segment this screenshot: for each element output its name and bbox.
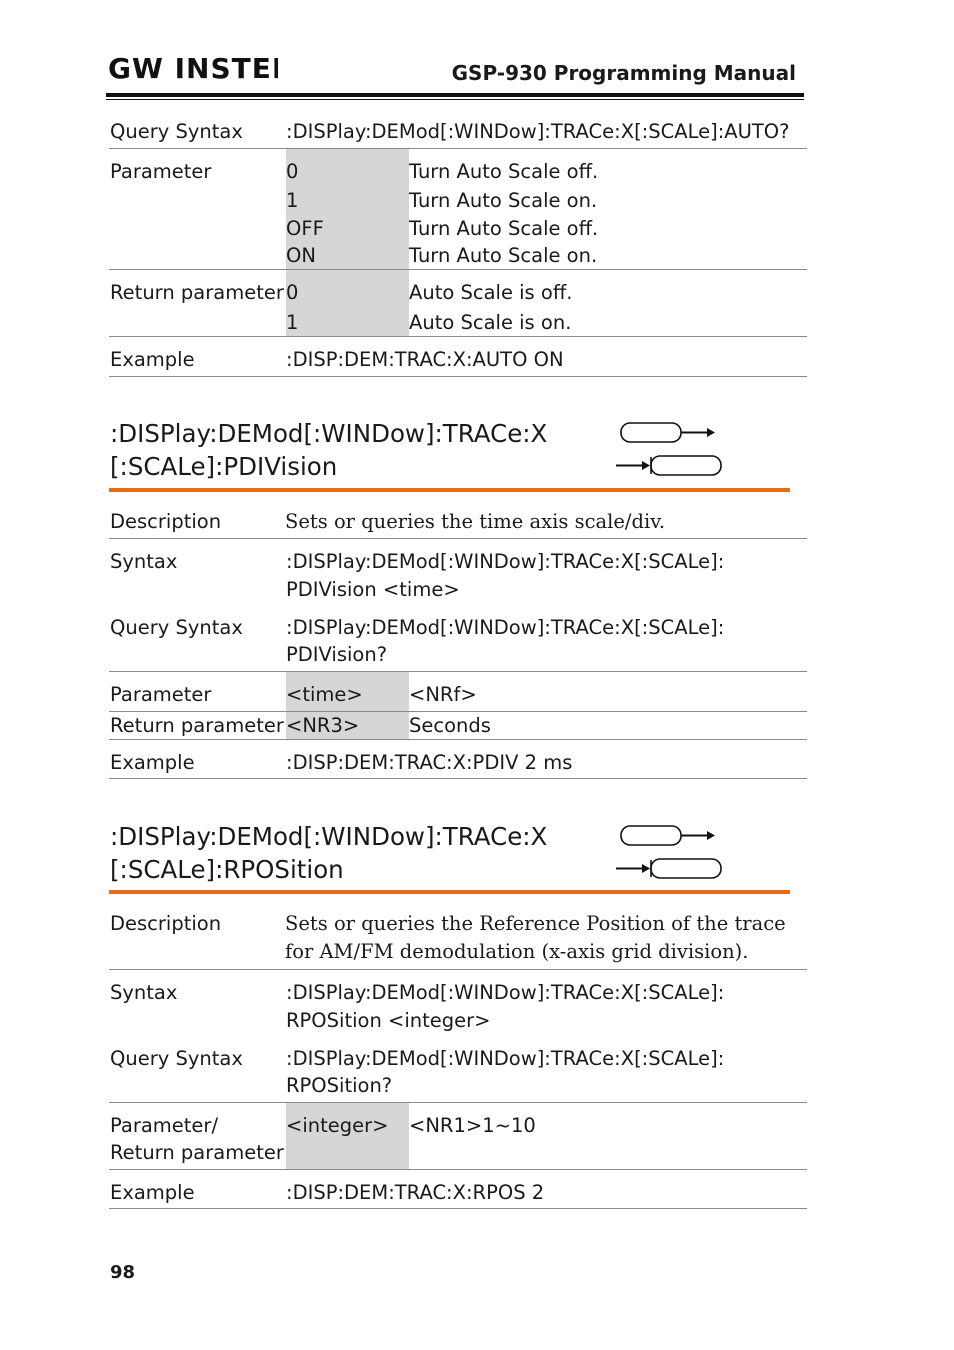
section-rule [109, 488, 790, 492]
page-number: 98 [110, 1262, 136, 1283]
parameter-desc: Turn Auto Scale off. [409, 160, 599, 183]
description-line2: for AM/FM demodulation (x-axis grid division). [285, 940, 749, 963]
query-syntax-label: Query Syntax [110, 120, 243, 143]
return-parameter-label: Return parameter [110, 714, 284, 737]
logo-text: GW INSTEK [108, 54, 278, 82]
parameter-return-label-line2: Return parameter [110, 1141, 284, 1164]
row-divider [109, 778, 807, 779]
return-value: 1 [286, 311, 299, 334]
row-divider [109, 739, 807, 740]
parameter-value: 1 [286, 189, 299, 212]
query-syntax-line2: PDIVision? [286, 643, 388, 666]
example-label: Example [110, 751, 195, 774]
query-syntax-line2: RPOSition? [286, 1074, 393, 1097]
syntax-line2: PDIVision <time> [286, 578, 460, 601]
row-divider [109, 148, 807, 149]
gw-instek-logo [108, 54, 278, 86]
return-desc: Seconds [409, 714, 491, 737]
query-syntax-value: :DISPlay:DEMod[:WINDow]:TRACe:X[:SCALe]:AUTO? [286, 120, 790, 143]
query-syntax-line1: :DISPlay:DEMod[:WINDow]:TRACe:X[:SCALe]: [286, 616, 725, 639]
row-divider [109, 1169, 807, 1170]
syntax-label: Syntax [110, 550, 178, 573]
query-syntax-label: Query Syntax [110, 1047, 243, 1070]
row-divider [109, 671, 807, 672]
syntax-line1: :DISPlay:DEMod[:WINDow]:TRACe:X[:SCALe]: [286, 550, 725, 573]
parameter-desc: Turn Auto Scale off. [409, 217, 599, 240]
row-divider [109, 1208, 807, 1209]
description-line1: Sets or queries the Reference Position of the trace [285, 912, 786, 935]
syntax-line1: :DISPlay:DEMod[:WINDow]:TRACe:X[:SCALe]: [286, 981, 725, 1004]
description-text: Sets or queries the time axis scale/div. [285, 510, 666, 533]
example-label: Example [110, 1181, 195, 1204]
section-title-rposition-line1: :DISPlay:DEMod[:WINDow]:TRACe:X [110, 822, 548, 851]
return-value: <NR3> [286, 714, 360, 737]
parameter-label: Parameter [110, 683, 212, 706]
parameter-value: 0 [286, 160, 299, 183]
return-shade [286, 270, 409, 336]
section-rule [109, 890, 790, 894]
return-desc: Auto Scale is off. [409, 281, 573, 304]
section-title-pdivision-line1: :DISPlay:DEMod[:WINDow]:TRACe:X [110, 419, 548, 448]
row-divider [109, 969, 807, 970]
parameter-desc: Turn Auto Scale on. [409, 189, 598, 212]
description-label: Description [110, 912, 222, 935]
parameter-desc: <NRf> [409, 683, 477, 706]
return-parameter-label: Return parameter [110, 281, 284, 304]
example-value: :DISP:DEM:TRAC:X:RPOS 2 [286, 1181, 545, 1204]
row-divider [109, 538, 807, 539]
set-query-icon [612, 823, 724, 887]
header-rule [106, 93, 804, 97]
parameter-desc: Turn Auto Scale on. [409, 244, 598, 267]
row-divider [109, 376, 807, 377]
return-value: 0 [286, 281, 299, 304]
document-title: GSP-930 Programming Manual [451, 61, 796, 85]
return-desc: Auto Scale is on. [409, 311, 572, 334]
parameter-value: OFF [286, 217, 324, 240]
parameter-label: Parameter [110, 160, 212, 183]
parameter-return-label-line1: Parameter/ [110, 1114, 219, 1137]
syntax-label: Syntax [110, 981, 178, 1004]
row-divider [109, 1102, 807, 1103]
example-label: Example [110, 348, 195, 371]
row-divider [109, 336, 807, 337]
example-value: :DISP:DEM:TRAC:X:PDIV 2 ms [286, 751, 573, 774]
query-syntax-label: Query Syntax [110, 616, 243, 639]
query-syntax-line1: :DISPlay:DEMod[:WINDow]:TRACe:X[:SCALe]: [286, 1047, 725, 1070]
section-title-rposition-line2: [:SCALe]:RPOSition [110, 855, 344, 884]
description-label: Description [110, 510, 222, 533]
set-query-icon [612, 420, 724, 484]
syntax-line2: RPOSition <integer> [286, 1009, 491, 1032]
example-value: :DISP:DEM:TRAC:X:AUTO ON [286, 348, 564, 371]
section-title-pdivision-line2: [:SCALe]:PDIVision [110, 452, 338, 481]
parameter-value: ON [286, 244, 316, 267]
parameter-value: <time> [286, 683, 363, 706]
parameter-desc: <NR1>1~10 [409, 1114, 536, 1137]
header-rule-thin [106, 99, 804, 100]
parameter-value: <integer> [286, 1114, 389, 1137]
row-divider [109, 269, 807, 270]
